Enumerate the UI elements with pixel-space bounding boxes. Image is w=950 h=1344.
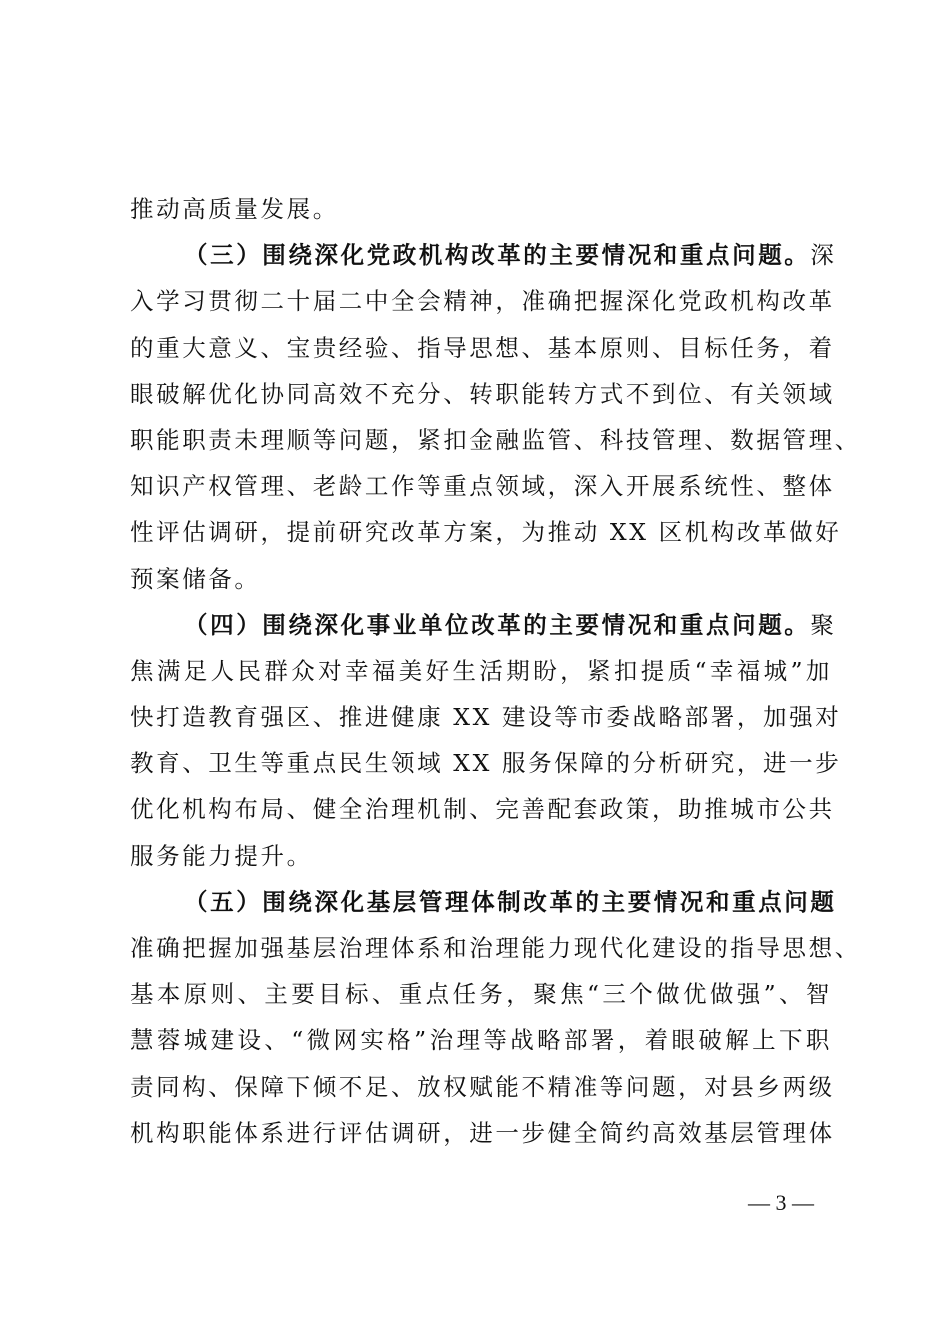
- paragraph-line: 教育、卫生等重点民生领域 XX 服务保障的分析研究，进一步: [130, 749, 842, 778]
- paragraph-line: 优化机构布局、健全治理机制、完善配套政策，助推城市公共: [130, 795, 835, 824]
- paragraph-line: 性评估调研，提前研究改革方案，为推动 XX 区机构改革做好: [130, 518, 842, 547]
- paragraph-line: 预案储备。: [130, 564, 261, 593]
- paragraph-line: 基本原则、主要目标、重点任务，聚焦“三个做优做强”、智: [130, 980, 832, 1009]
- section-3-heading: （三）围绕深化党政机构改革的主要情况和重点问题。: [184, 241, 811, 270]
- paragraph-line: 知识产权管理、老龄工作等重点领域，深入开展系统性、整体: [130, 472, 835, 501]
- section-3-heading-line: [130, 232, 837, 278]
- document-page: [130, 186, 861, 1156]
- section-5-heading-line: [130, 879, 837, 925]
- section-4-heading: （四）围绕深化事业单位改革的主要情况和重点问题。: [184, 610, 811, 639]
- paragraph-line: 的重大意义、宝贵经验、指导思想、基本原则、目标任务，着: [130, 333, 835, 362]
- paragraph-line: 入学习贯彻二十届二中全会精神，准确把握深化党政机构改革: [130, 287, 835, 316]
- paragraph-line: 快打造教育强区、推进健康 XX 建设等市委战略部署，加强对: [130, 703, 842, 732]
- page-number: — 3 —: [748, 1190, 814, 1215]
- paragraph-line: 责同构、保障下倾不足、放权赋能不精准等问题，对县乡两级: [130, 1072, 835, 1101]
- paragraph-line: 服务能力提升。: [130, 841, 313, 870]
- paragraph-line: 职能职责未理顺等问题，紧扣金融监管、科技管理、数据管理、: [130, 425, 861, 454]
- paragraph-line: 慧蓉城建设、“微网实格”治理等战略部署，着眼破解上下职: [130, 1026, 832, 1055]
- paragraph-text: 深: [810, 241, 837, 270]
- paragraph-line: 机构职能体系进行评估调研，进一步健全简约高效基层管理体: [130, 1118, 835, 1147]
- paragraph-line: 推动高质量发展。: [130, 195, 339, 223]
- paragraph-line: 准确把握加强基层治理体系和治理能力现代化建设的指导思想、: [130, 934, 861, 962]
- paragraph-text: 聚: [810, 610, 837, 639]
- section-5-heading: （五）围绕深化基层管理体制改革的主要情况和重点问题: [184, 887, 837, 916]
- section-4-heading-line: [130, 602, 837, 648]
- paragraph-line: 焦满足人民群众对幸福美好生活期盼，紧扣提质“幸福城”加: [130, 656, 832, 685]
- paragraph-line: 眼破解优化协同高效不充分、转职能转方式不到位、有关领域: [130, 379, 835, 408]
